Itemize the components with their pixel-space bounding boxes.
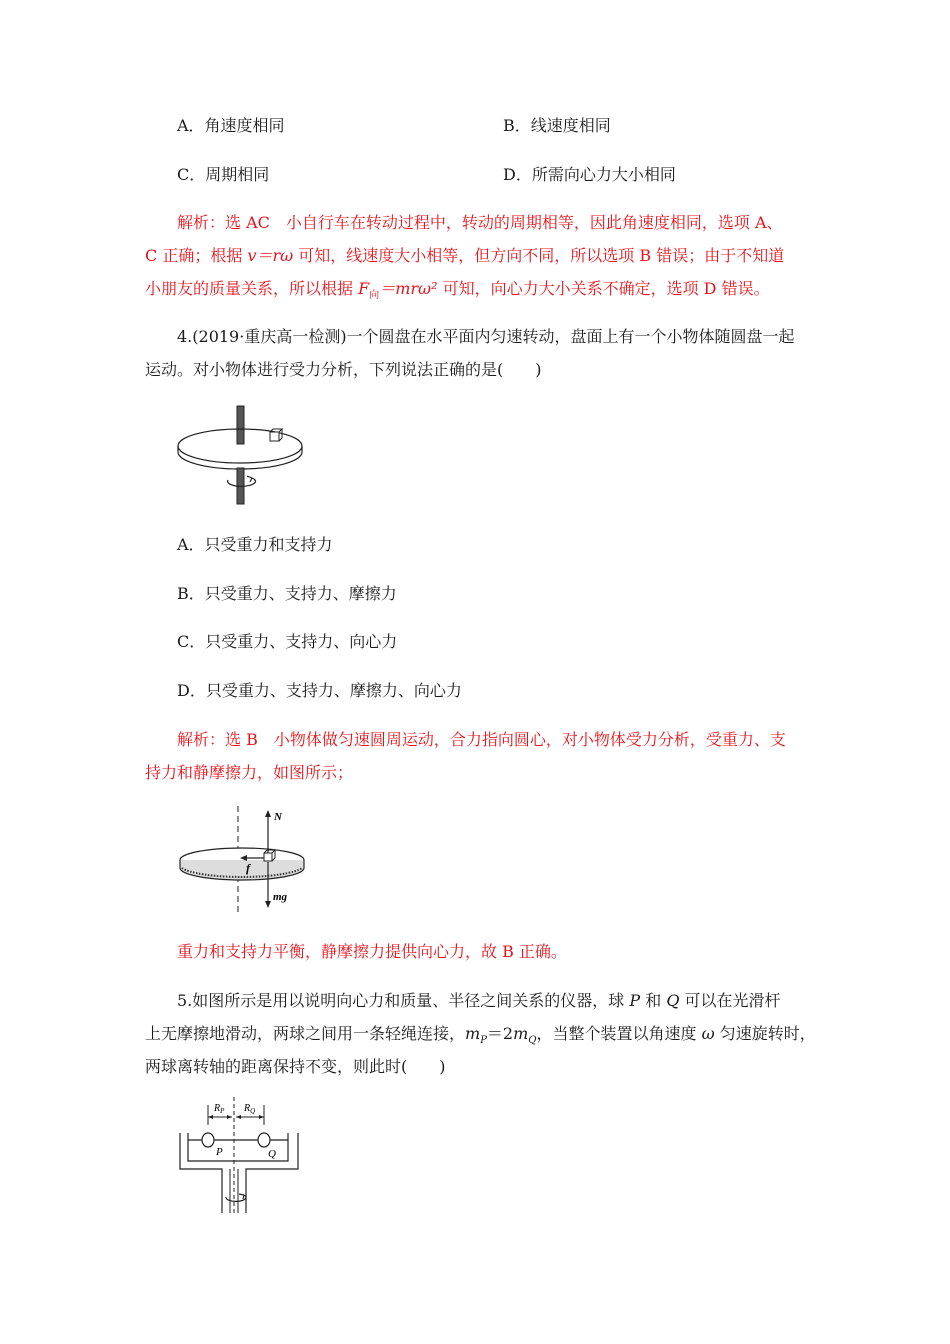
q4-analysis-line3: 重力和支持力平衡，静摩擦力提供向心力，故 B 正确。 — [177, 942, 567, 961]
q4-stem-line2: 运动。对小物体进行受力分析，下列说法正确的是( ) — [145, 360, 542, 379]
apparatus-figure — [170, 1095, 310, 1215]
ball-q — [258, 1133, 270, 1147]
q3-option-d: D．所需向心力大小相同 — [503, 165, 676, 184]
q3-option-c: C．周期相同 — [177, 165, 270, 184]
normal-force-label: N — [274, 811, 282, 823]
ball-p — [202, 1133, 214, 1147]
q-label: Q — [268, 1148, 276, 1160]
q3-option-b: B．线速度相同 — [503, 116, 611, 135]
q4-stem-line1: 4.(2019·重庆高一检测)一个圆盘在水平面内匀速转动，盘面上有一个小物体随圆盘一起 — [177, 327, 795, 346]
friction-label: f — [246, 861, 250, 875]
q5-stem-line1: 5.如图所示是用以说明向心力和质量、半径之间关系的仪器，球 P 和 Q 可以在光滑杆 — [177, 991, 781, 1010]
q3-analysis-line3: 小朋友的质量关系，所以根据 $F_向=mr\omega^2$ 可知，向心力大小关系不确定，选项 D 错误。 — [145, 279, 770, 302]
rotating-disc-figure — [170, 400, 315, 510]
force-diagram-figure — [170, 800, 320, 915]
q4-option-d: D．只受重力、支持力、摩擦力、向心力 — [177, 681, 462, 700]
q4-option-a: A．只受重力和支持力 — [177, 535, 333, 554]
q4-analysis-line2: 持力和静摩擦力，如图所示； — [145, 763, 354, 782]
q3-option-a: A．角速度相同 — [177, 116, 285, 135]
q4-analysis-line1: 解析：选 B 小物体做匀速圆周运动，合力指向圆心，对小物体受力分析，受重力、支 — [177, 730, 786, 749]
rp-label: $R_P$ — [214, 1103, 225, 1115]
q4-option-b: B．只受重力、支持力、摩擦力 — [177, 584, 397, 603]
block-icon — [270, 429, 282, 441]
q4-option-c: C．只受重力、支持力、向心力 — [177, 632, 398, 651]
q5-stem-line3: 两球离转轴的距离保持不变，则此时( ) — [145, 1057, 446, 1076]
q3-analysis-line1: 解析：选 AC 小自行车在转动过程中，转动的周期相等，因此角速度相同，选项 A、 — [177, 213, 783, 232]
gravity-label: mg — [273, 891, 288, 903]
p-label: P — [216, 1146, 223, 1158]
q3-analysis-line2: C 正确；根据 v＝rω 可知，线速度大小相等，但方向不同，所以选项 B 错误；由于不知道 — [145, 246, 785, 265]
rq-label: $R_Q$ — [244, 1103, 256, 1115]
q5-stem-line2: 上无摩擦地滑动，两球之间用一条轻绳连接，$m_P=2m_Q$，当整个装置以角速度 ω 匀速旋转时， — [145, 1024, 816, 1047]
